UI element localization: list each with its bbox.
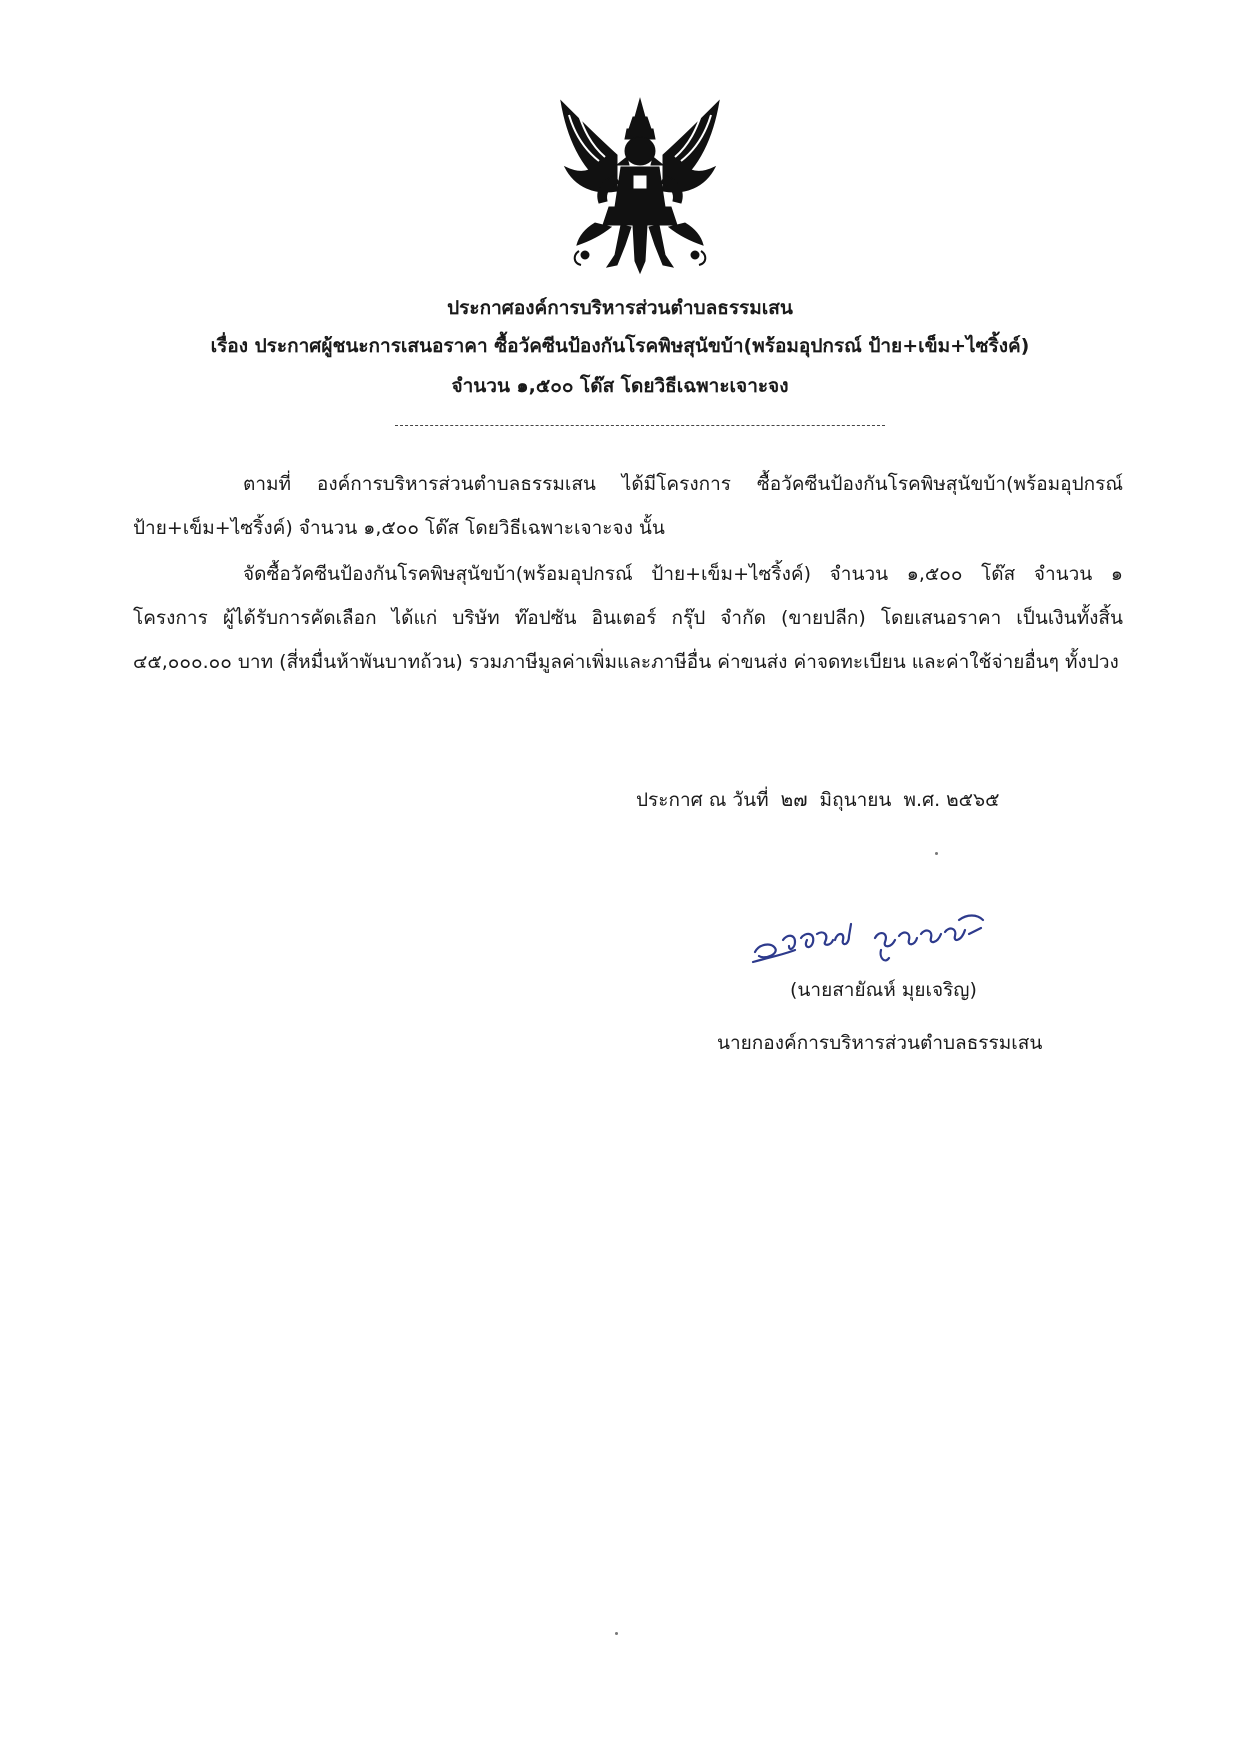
signer-title: นายกองค์การบริหารส่วนตำบลธรรมเสน	[717, 1032, 1043, 1054]
scan-speck	[615, 1632, 618, 1635]
garuda-emblem-icon	[555, 95, 725, 275]
announcement-date: ประกาศ ณ วันที่ ๒๗ มิถุนายน พ.ศ. ๒๕๖๕	[636, 789, 1000, 811]
announcement-body	[133, 462, 1123, 684]
header-divider	[395, 425, 885, 426]
body-paragraph-winner: จัดซื้อวัคซีนป้องกันโรคพิษสุนัขบ้า(พร้อมอุปกรณ์ ป้าย+เข็ม+ไซริ้งค์) จำนวน ๑,๕๐๐ โด๊ส จำนวน ๑ โครงการ ผู้ได้รับการคัดเลือก ได้แก่ บริษัท ท๊อปซัน อินเตอร์ กรุ๊ป จำกัด (ขายปลีก) โดยเสนอราคา เป็นเงินทั้งสิ้น ๔๕,๐๐๐.๐๐ บาท (สี่หมื่นห้าพันบาทถ้วน) รวมภาษีมูลค่าเพิ่มและภาษีอื่น ค่าขนส่ง ค่าจดทะเบียน และค่าใช้จ่ายอื่นๆ ทั้งปวง	[133, 563, 1123, 673]
announcement-subject: เรื่อง ประกาศผู้ชนะการเสนอราคา ซื้อวัคซีนป้องกันโรคพิษสุนัขบ้า(พร้อมอุปกรณ์ ป้าย+เข็ม+ไซริ้งค์)	[210, 335, 1030, 357]
scan-speck	[935, 852, 938, 855]
announcement-quantity-method: จำนวน ๑,๕๐๐ โด๊ส โดยวิธีเฉพาะเจาะจง	[451, 375, 789, 397]
body-paragraph-project: ตามที่ องค์การบริหารส่วนตำบลธรรมเสน ได้มีโครงการ ซื้อวัคซีนป้องกันโรคพิษสุนัขบ้า(พร้อมอุปกรณ์ ป้าย+เข็ม+ไซริ้งค์) จำนวน ๑,๕๐๐ โด๊ส โดยวิธีเฉพาะเจาะจง นั้น	[133, 473, 1123, 539]
signer-name: (นายสายัณห์ มุยเจริญ)	[790, 979, 977, 1001]
announcement-title: ประกาศองค์การบริหารส่วนตำบลธรรมเสน	[447, 297, 793, 319]
handwritten-signature	[745, 890, 995, 970]
announcement-header	[0, 288, 1240, 408]
